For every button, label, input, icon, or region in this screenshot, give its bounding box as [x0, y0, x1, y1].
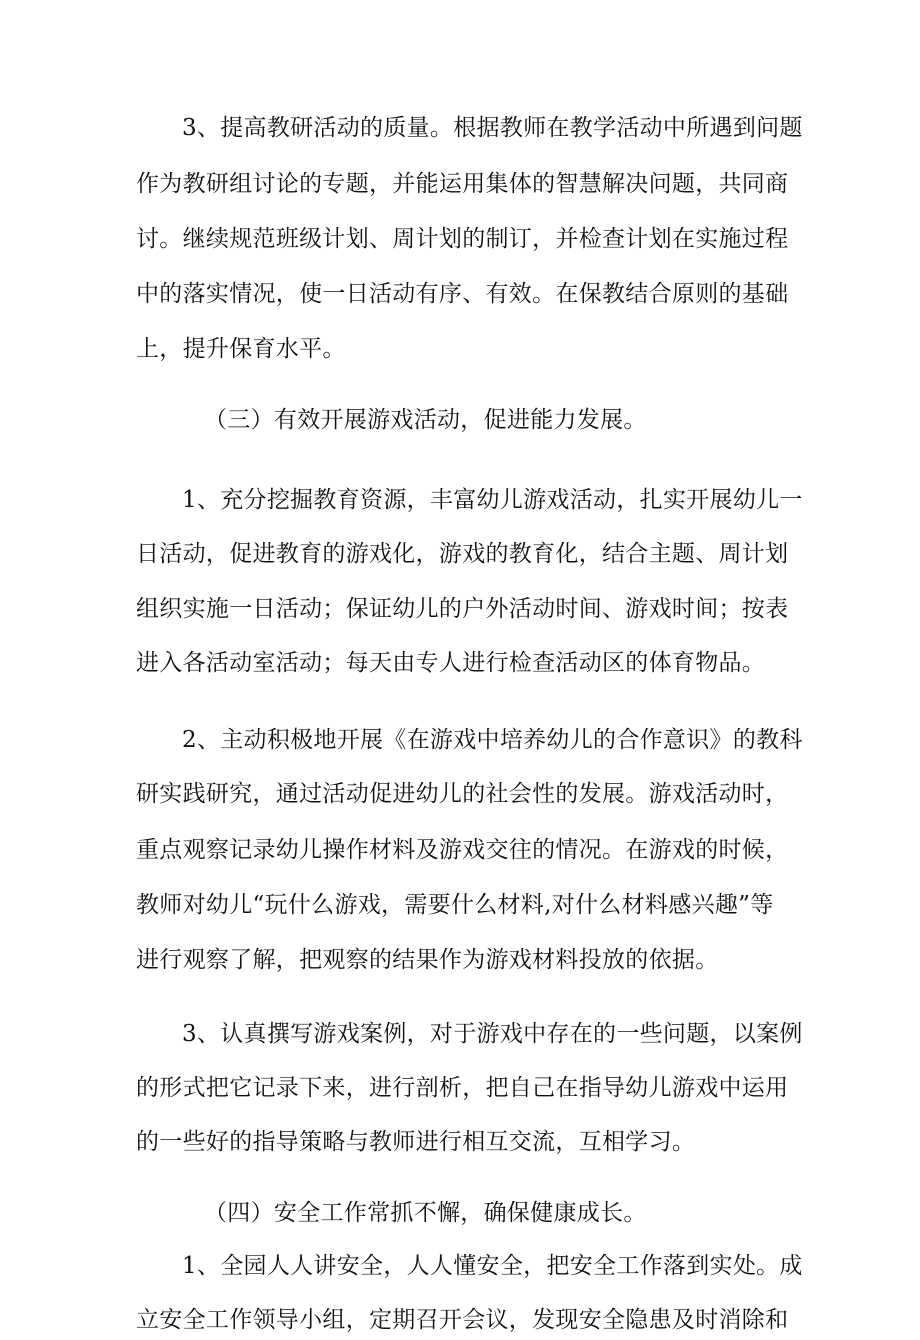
text-line: 1、充分挖掘教育资源，丰富幼儿游戏活动，扎实开展幼儿一	[182, 487, 803, 513]
text-line: 作为教研组讨论的专题，并能运用集体的智慧解决问题，共同商	[136, 171, 789, 197]
text-line: 日活动，促进教育的游戏化，游戏的教育化，结合主题、周计划	[136, 541, 789, 567]
text-line: 3、提高教研活动的质量。根据教师在教学活动中所遇到问题	[182, 115, 803, 141]
text-line: 研实践研究，通过活动促进幼儿的社会性的发展。游戏活动时，	[136, 781, 789, 807]
text-line: 的一些好的指导策略与教师进行相互交流，互相学习。	[136, 1129, 696, 1155]
text-line: 教师对幼儿“玩什么游戏，需要什么材料,对什么材料感兴趣”等	[136, 892, 774, 918]
text-line: 进行观察了解，把观察的结果作为游戏材料投放的依据。	[136, 947, 719, 973]
text-line: 立安全工作领导小组，定期召开会议，发现安全隐患及时消除和	[136, 1307, 789, 1333]
section-heading-4: （四）安全工作常抓不懈，确保健康成长。	[204, 1200, 647, 1226]
text-line: 进入各活动室活动；每天由专人进行检查活动区的体育物品。	[136, 650, 766, 676]
text-line: 讨。继续规范班级计划、周计划的制订，并检查计划在实施过程	[136, 226, 789, 252]
text-line: 重点观察记录幼儿操作材料及游戏交往的情况。在游戏的时候，	[136, 837, 789, 863]
text-line: 的形式把它记录下来，进行剖析，把自己在指导幼儿游戏中运用	[136, 1075, 789, 1101]
text-line: 2、主动积极地开展《在游戏中培养幼儿的合作意识》的教科	[182, 727, 803, 753]
text-line: 3、认真撰写游戏案例，对于游戏中存在的一些问题，以案例	[182, 1021, 803, 1047]
section-heading-3: （三）有效开展游戏活动，促进能力发展。	[204, 407, 647, 433]
text-line: 中的落实情况，使一日活动有序、有效。在保教结合原则的基础	[136, 281, 789, 307]
text-line: 1、全园人人讲安全，人人懂安全，把安全工作落到实处。成	[182, 1253, 803, 1279]
text-line: 组织实施一日活动；保证幼儿的户外活动时间、游戏时间；按表	[136, 596, 789, 622]
text-line: 上，提升保育水平。	[136, 336, 346, 362]
